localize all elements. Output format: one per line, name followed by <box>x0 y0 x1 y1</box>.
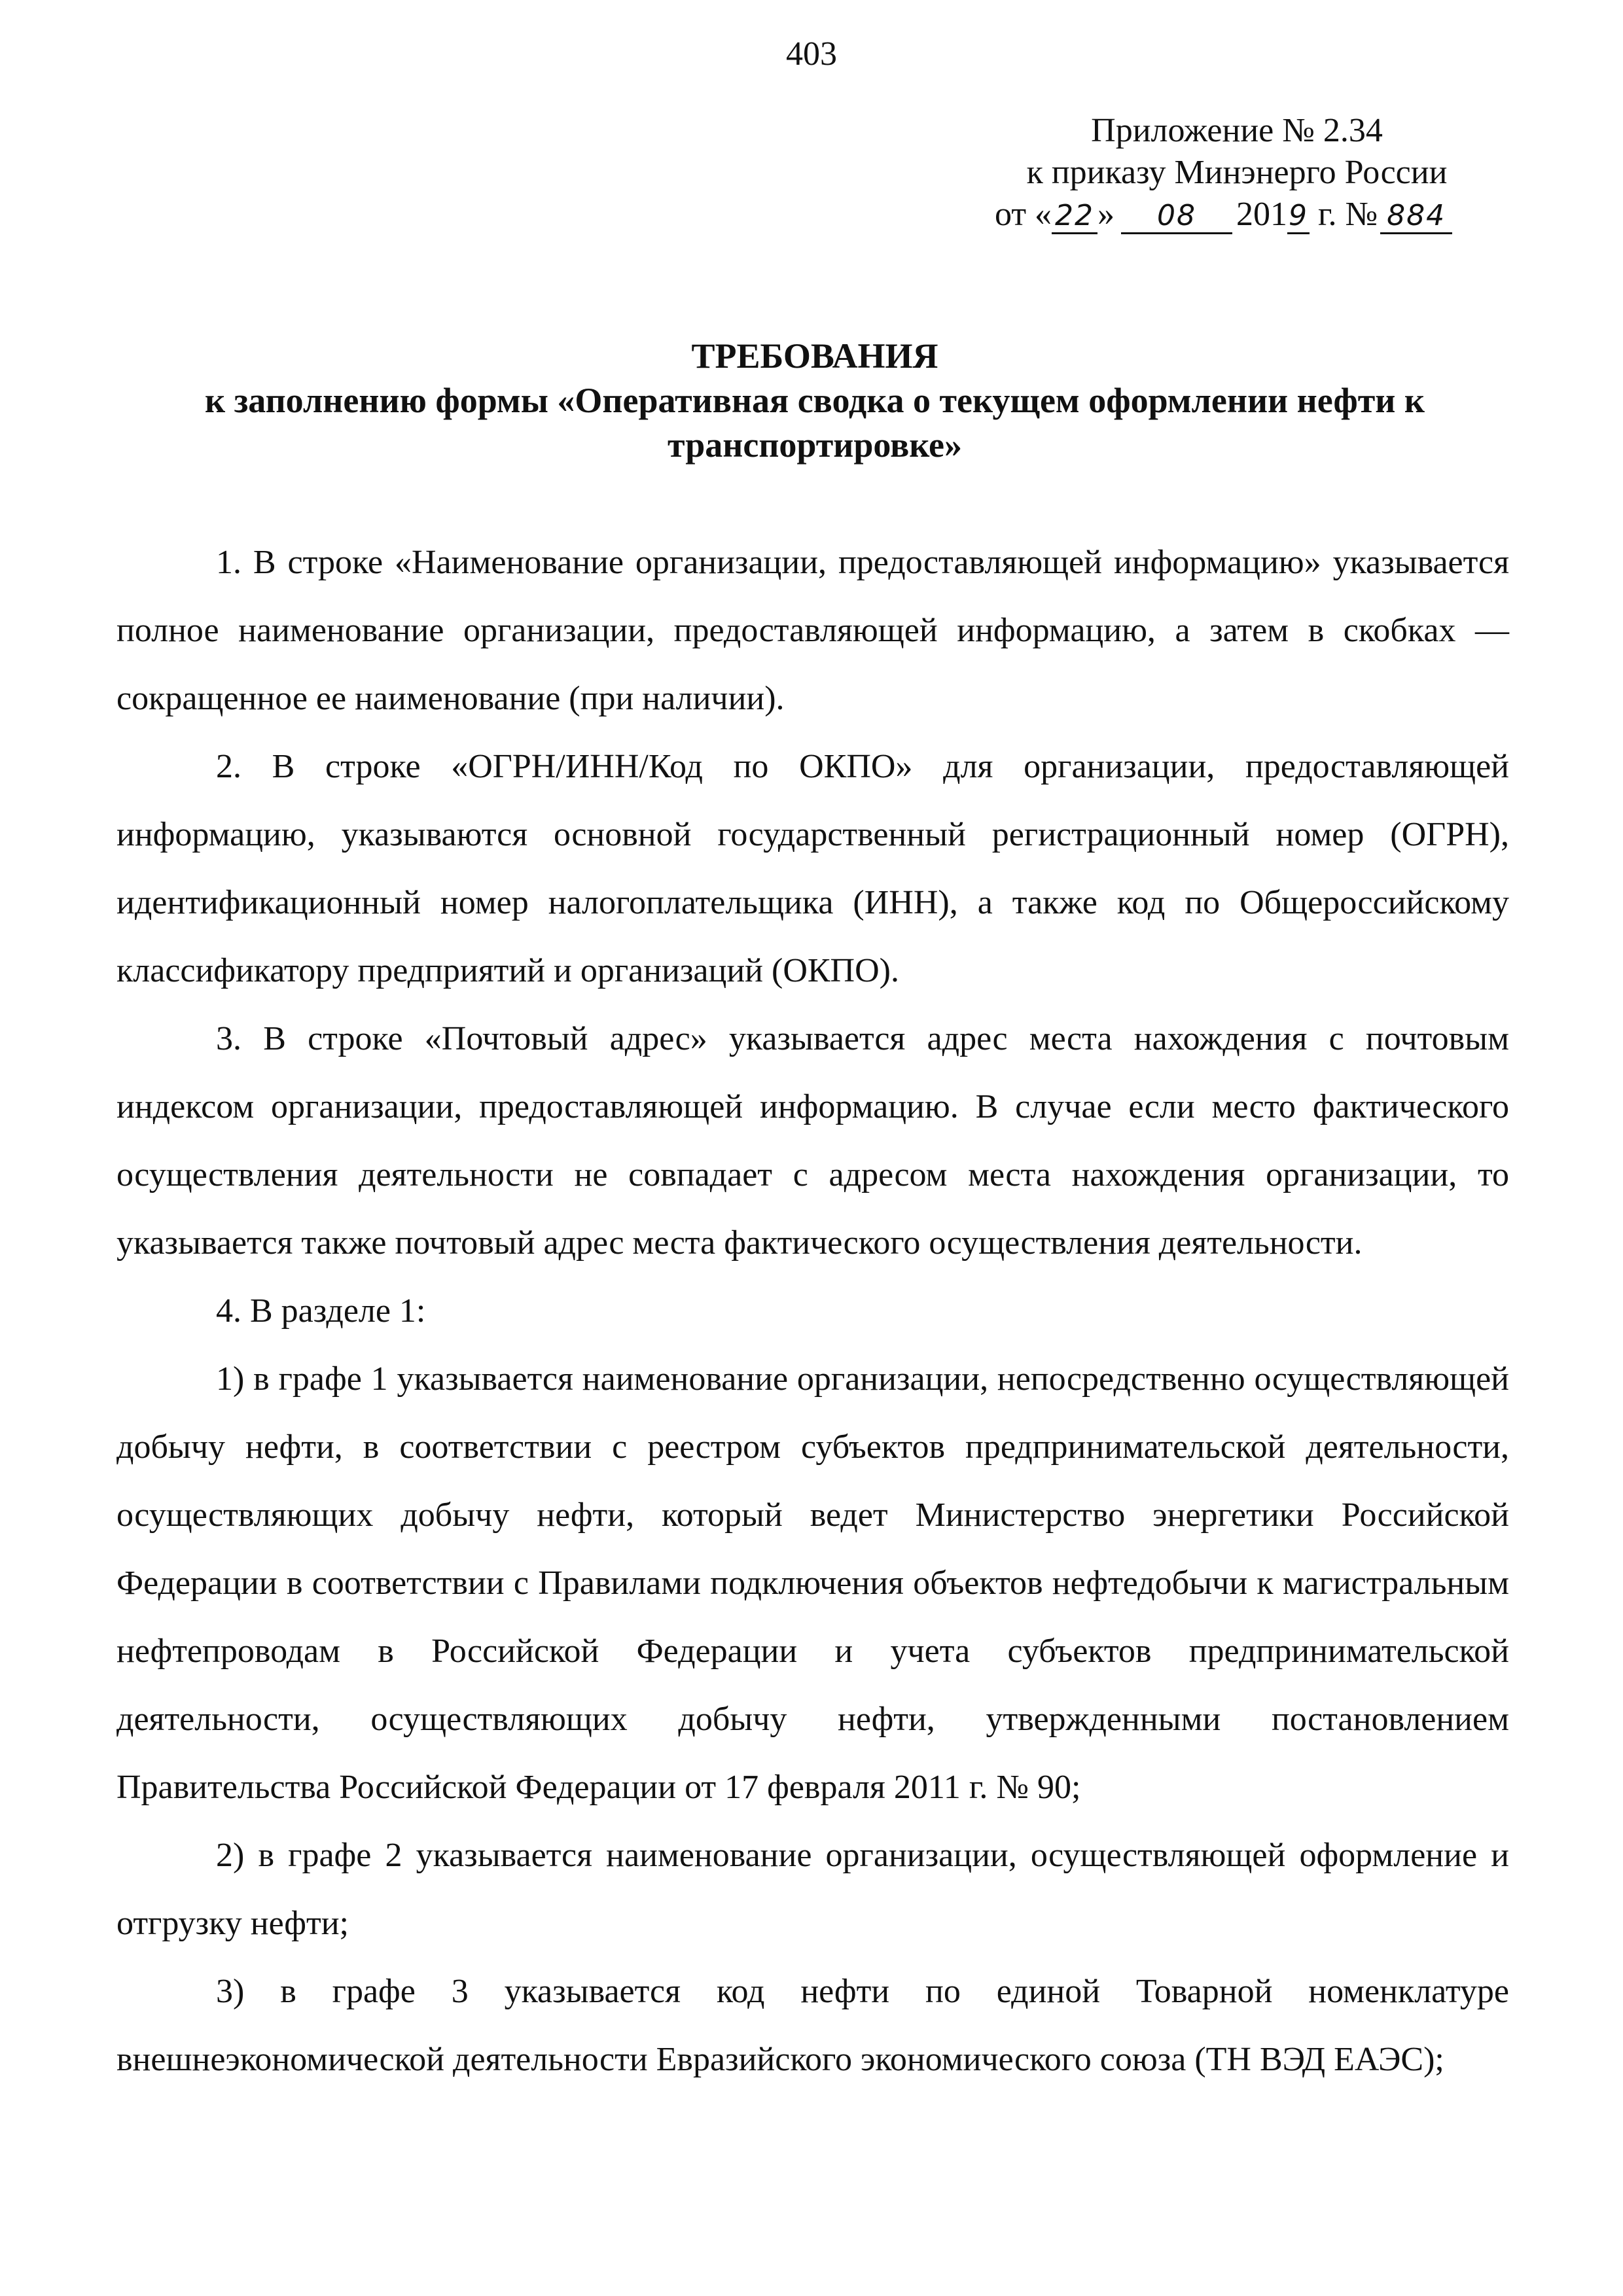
paragraph-4: 4. В разделе 1: <box>216 1292 426 1330</box>
document-body <box>116 529 1509 2094</box>
handwritten-year-digit: 9 <box>1287 200 1310 234</box>
title-subtitle: к заполнению формы «Оперативная сводка о текущем оформлении нефти к транспортировке» <box>204 381 1425 465</box>
paragraph-4-item-1: 1) в графе 1 указывается наименование организации, непосредственно осуществляющей добычу нефти, в соответствии с реестром субъектов предпринимательской деятельности, осуществляющих добычу нефти, который ведет Министерство энергетики Российской Федерации в соответствии с Правилами подключения объектов нефтедобычи к магистральным нефтепроводам в Российской Федерации и учета субъектов предпринимательской деятельности, осуществляющих добычу нефти, утвержденными постановлением Правительства Российской Федерации от 17 февраля 2011 г. № 90; <box>116 1360 1509 1806</box>
paragraph-2: 2. В строке «ОГРН/ИНН/Код по ОКПО» для организации, предоставляющей информацию, указываются основной государственный регистрационный номер (ОГРН), идентификационный номер налогоплательщика (ИНН), а также код по Общероссийскому классификатору предприятий и организаций (ОКПО). <box>116 748 1509 989</box>
year-prefix: 201 <box>1236 196 1288 233</box>
paragraph-1: 1. В строке «Наименование организации, предоставляющей информацию» указывается полное наименование организации, предоставляющей информацию, а затем в скобках — сокращенное ее наименование (при наличии). <box>116 544 1509 717</box>
appendix-header <box>988 110 1486 236</box>
handwritten-month: 08 <box>1121 200 1232 234</box>
page-number: 403 <box>786 35 837 73</box>
appendix-order-ref: к приказу Минэнерго России <box>1026 154 1448 191</box>
handwritten-order-number: 884 <box>1380 200 1452 234</box>
title-heading: ТРЕБОВАНИЯ <box>691 336 938 376</box>
document-title <box>124 334 1505 467</box>
paragraph-4-item-3: 3) в графе 3 указывается код нефти по единой Товарной номенклатуре внешнеэкономической деятельности Евразийского экономического союза (ТН ВЭД ЕАЭС); <box>116 1973 1509 2078</box>
date-prefix: от « <box>995 196 1052 233</box>
handwritten-day: 22 <box>1052 200 1097 234</box>
year-suffix: г. № <box>1310 196 1378 233</box>
date-mid: » <box>1097 196 1115 233</box>
appendix-number: Приложение № 2.34 <box>1091 112 1383 149</box>
appendix-date-line <box>988 194 1486 236</box>
paragraph-4-item-2: 2) в графе 2 указывается наименование организации, осуществляющей оформление и отгрузку нефти; <box>116 1837 1509 1942</box>
paragraph-3: 3. В строке «Почтовый адрес» указывается адрес места нахождения с почтовым индексом организации, предоставляющей информацию. В случае если место фактического осуществления деятельности не совпадает с адресом места нахождения организации, то указывается также почтовый адрес места фактического осуществления деятельности. <box>116 1020 1509 1262</box>
